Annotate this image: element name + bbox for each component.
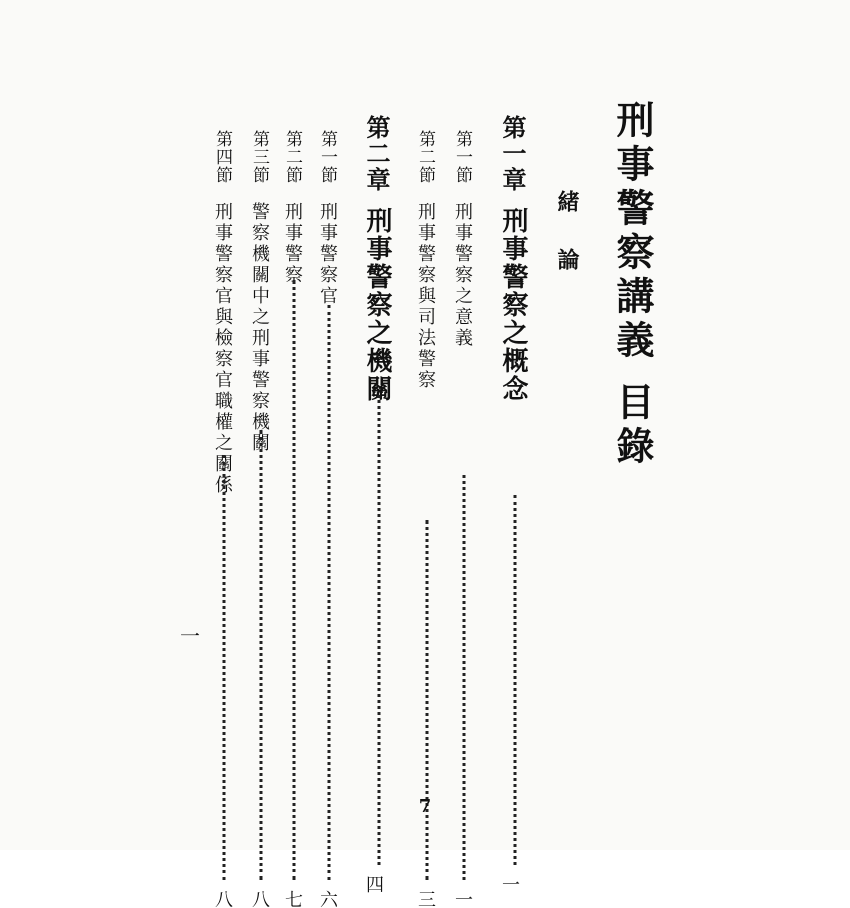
folio-mark: 一 (180, 624, 200, 648)
entry-title: 刑事警察官與檢察官職權之關係 (212, 202, 233, 496)
entry-label: 第四節 (212, 130, 232, 184)
entry-title: 刑事警察與司法警察 (415, 202, 436, 391)
entry-page: 七 (282, 890, 303, 908)
toc-entry-chapter-1 (498, 115, 530, 893)
entry-label: 第二節 (415, 130, 435, 184)
entry-label: 第一節 (452, 130, 472, 184)
toc-entry-section (282, 130, 305, 908)
entry-label: 第三節 (249, 130, 269, 184)
page-number: 7 (418, 796, 432, 817)
leader-dots (293, 280, 296, 880)
toc-entry-section (317, 130, 340, 908)
leader-dots (463, 475, 466, 880)
entry-page: 四 (363, 875, 384, 893)
leader-dots (328, 305, 331, 880)
toc-title (610, 100, 655, 470)
entry-title: 警察機關中之刑事警察機關 (249, 202, 270, 454)
title-suffix: 目錄 (610, 382, 655, 470)
intro-heading: 緒論 (554, 190, 580, 306)
toc-entry-section (415, 130, 438, 908)
toc-entry-section (212, 130, 235, 908)
entry-title: 刑事警察 (282, 202, 303, 286)
title-main: 刑事警察講義 (610, 100, 655, 364)
toc-entry-section (249, 130, 272, 908)
entry-page: 八 (249, 890, 270, 908)
entry-title: 刑事警察之機關 (362, 207, 392, 403)
entry-page: 一 (499, 875, 520, 893)
entry-title: 刑事警察之意義 (452, 202, 473, 349)
entry-page: 三 (415, 890, 436, 908)
entry-label: 第一章 (498, 115, 527, 193)
entry-title: 刑事警察官 (317, 202, 338, 307)
toc-entry-section (452, 130, 475, 908)
entry-page: 八 (212, 890, 233, 908)
entry-label: 第一節 (317, 130, 337, 184)
leader-dots (426, 520, 429, 880)
leader-dots (378, 395, 381, 865)
entry-label: 第二節 (282, 130, 302, 184)
entry-title: 刑事警察之概念 (498, 207, 528, 403)
entry-page: 一 (452, 890, 473, 908)
toc-entry-chapter-2 (362, 115, 394, 893)
entry-label: 第二章 (362, 115, 391, 193)
entry-page: 六 (317, 890, 338, 908)
